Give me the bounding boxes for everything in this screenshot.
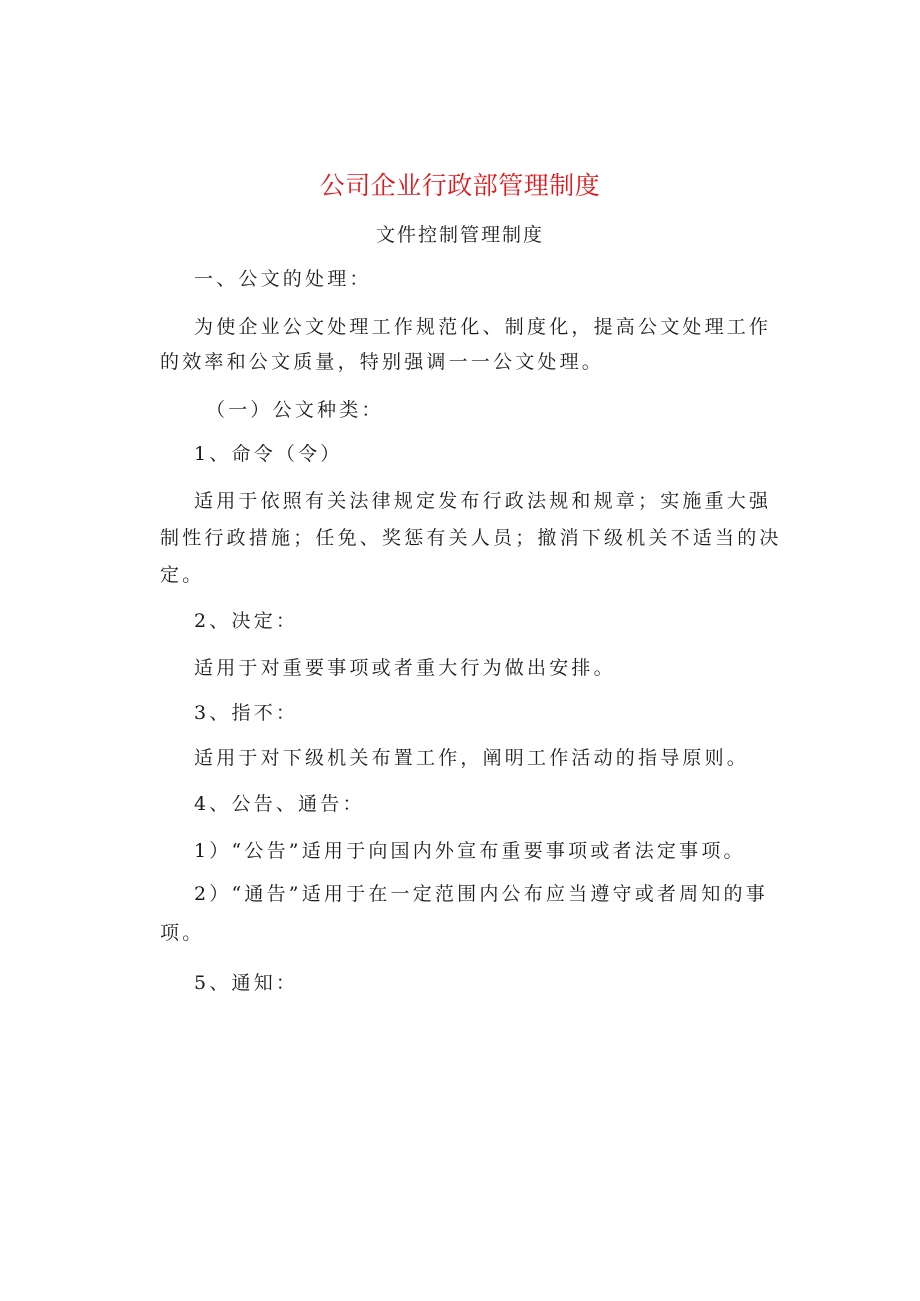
- document-title: 公司企业行政部管理制度: [319, 171, 601, 200]
- item-heading-1: 1、命令（令）: [194, 443, 343, 465]
- paragraph-line: 1）“公告”适用于向国内外宣布重要事项或者法定事项。: [194, 840, 746, 862]
- paragraph-line: 适用于对重要事项或者重大行为做出安排。: [194, 657, 616, 679]
- paragraph-line: 制性行政措施；任免、奖惩有关人员；撤消下级机关不适当的决: [160, 527, 782, 549]
- item-heading-5: 5、通知：: [194, 972, 299, 994]
- paragraph-line: 适用于对下级机关布置工作，阐明工作活动的指导原则。: [194, 747, 750, 769]
- item-heading-3: 3、指不：: [194, 702, 299, 724]
- item-heading-2: 2、决定：: [194, 610, 299, 632]
- paragraph-line: 定。: [160, 564, 205, 586]
- subsection-heading: （一）公文种类：: [206, 399, 384, 421]
- paragraph-line: 项。: [160, 922, 205, 944]
- item-heading-4: 4、公告、通告：: [194, 793, 365, 815]
- paragraph-line: 为使企业公文处理工作规范化、制度化，提高公文处理工作: [194, 316, 772, 338]
- paragraph-line: 2）“通告”适用于在一定范围内公布应当遵守或者周知的事: [194, 883, 768, 905]
- document-subtitle: 文件控制管理制度: [375, 224, 544, 246]
- paragraph-line: 适用于依照有关法律规定发布行政法规和规章；实施重大强: [194, 490, 772, 512]
- paragraph-line: 的效率和公文质量，特别强调一一公文处理。: [160, 351, 605, 373]
- section-heading-1: 一、公文的处理：: [194, 268, 372, 290]
